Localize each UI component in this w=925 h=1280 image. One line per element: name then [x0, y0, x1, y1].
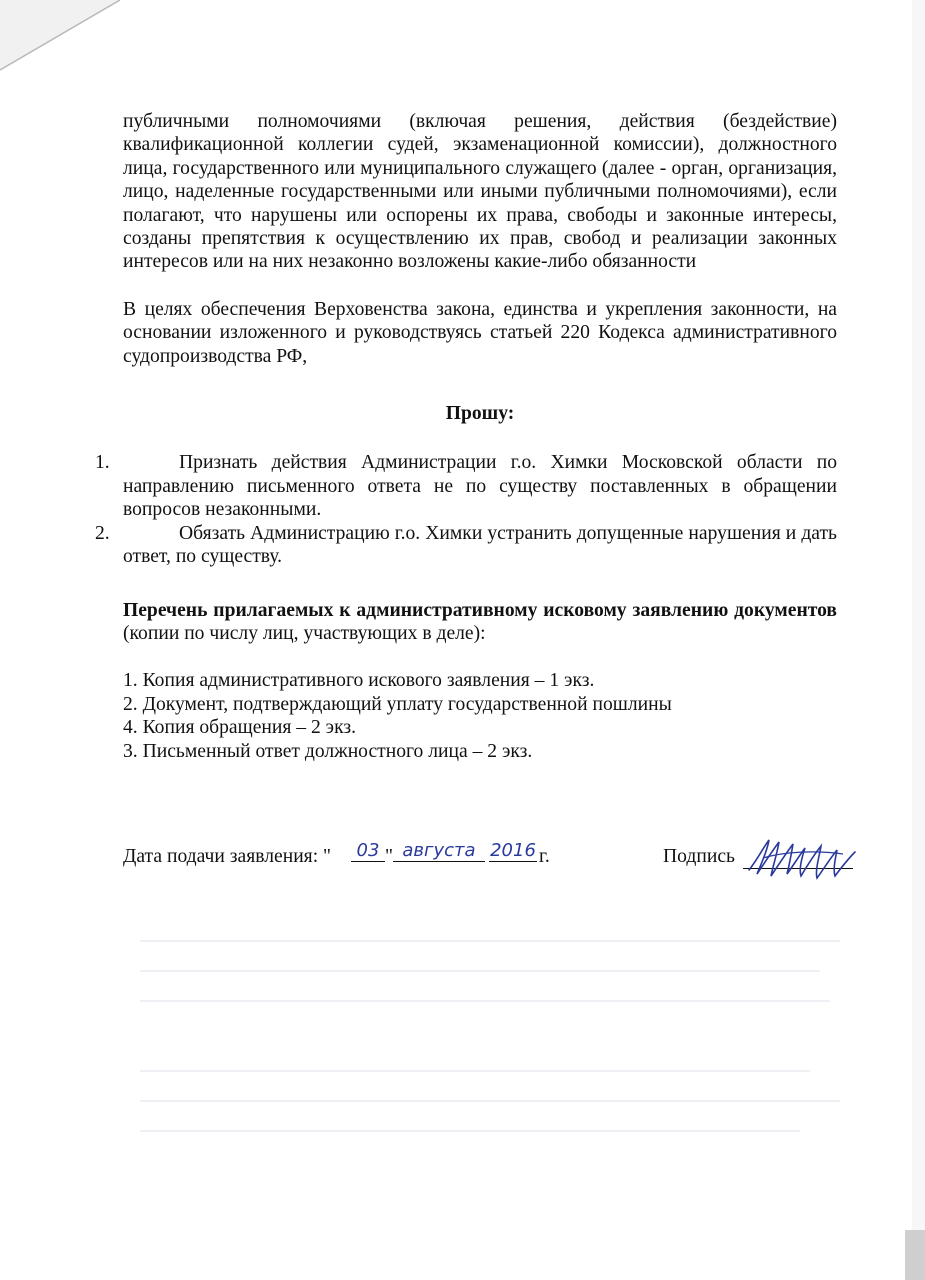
request-number: 1. — [95, 452, 110, 474]
attachment-item: 4. Копия обращения – 2 экз. — [123, 717, 356, 739]
request-heading: Прошу: — [445, 403, 515, 425]
document-body — [95, 110, 837, 763]
request-item-1 — [95, 451, 837, 521]
date-signature-row — [123, 836, 863, 886]
date-quote-close: " — [385, 846, 393, 867]
request-list — [95, 451, 837, 568]
attachments-title-rest: (копии по числу лиц, участвующих в деле): — [123, 622, 486, 644]
attachments-title-bold: Перечень прилагаемых к административному исковому заявлению документов — [123, 599, 837, 621]
request-item-2 — [95, 522, 837, 569]
intro-paragraph: публичными полномочиями (включая решения, действия (бездействие) квалификационной коллегии судей, экзаменационной комиссии), должностного лица, государственного или муниципального служащего (далее - орган, организация, лицо, наделенные государственными или иными публичными полномочиями), если полагают, что нарушены или оспорены их права, свободы и законные интересы, созданы препятствия к осуществлению их прав, свобод и реализации законных интересов или на них незаконно возложены какие-либо обязанности — [123, 111, 837, 273]
request-text: Признать действия Администрации г.о. Химки Московской области по направлению письменного ответа не по существу поставленных в обращении вопросов незаконными. — [123, 452, 837, 521]
date-year-handwritten: 2016 — [490, 840, 536, 861]
signature-label: Подпись — [663, 846, 735, 867]
request-text: Обязать Администрацию г.о. Химки устранить допущенные нарушения и дать ответ, по существу. — [123, 522, 837, 568]
attachment-item: 2. Документ, подтверждающий уплату государственной пошлины — [123, 693, 672, 715]
attachments-title — [123, 599, 837, 646]
date-suffix: г. — [539, 846, 550, 867]
attachments-list — [123, 669, 837, 763]
handwritten-signature-icon — [743, 830, 863, 886]
attachment-item: 1. Копия административного искового заявления – 1 экз. — [123, 670, 595, 692]
date-day-handwritten: 03 — [351, 840, 385, 862]
basis-paragraph: В целях обеспечения Верховенства закона, единства и укрепления законности, на основании изложенного и руководствуясь статьей 220 Кодекса административного судопроизводства РФ, — [123, 298, 837, 367]
date-label: Дата подачи заявления: " — [123, 846, 332, 867]
date-month-handwritten: августа — [393, 840, 485, 862]
request-number: 2. — [95, 522, 110, 544]
attachment-item: 3. Письменный ответ должностного лица – 2 экз. — [123, 740, 533, 762]
